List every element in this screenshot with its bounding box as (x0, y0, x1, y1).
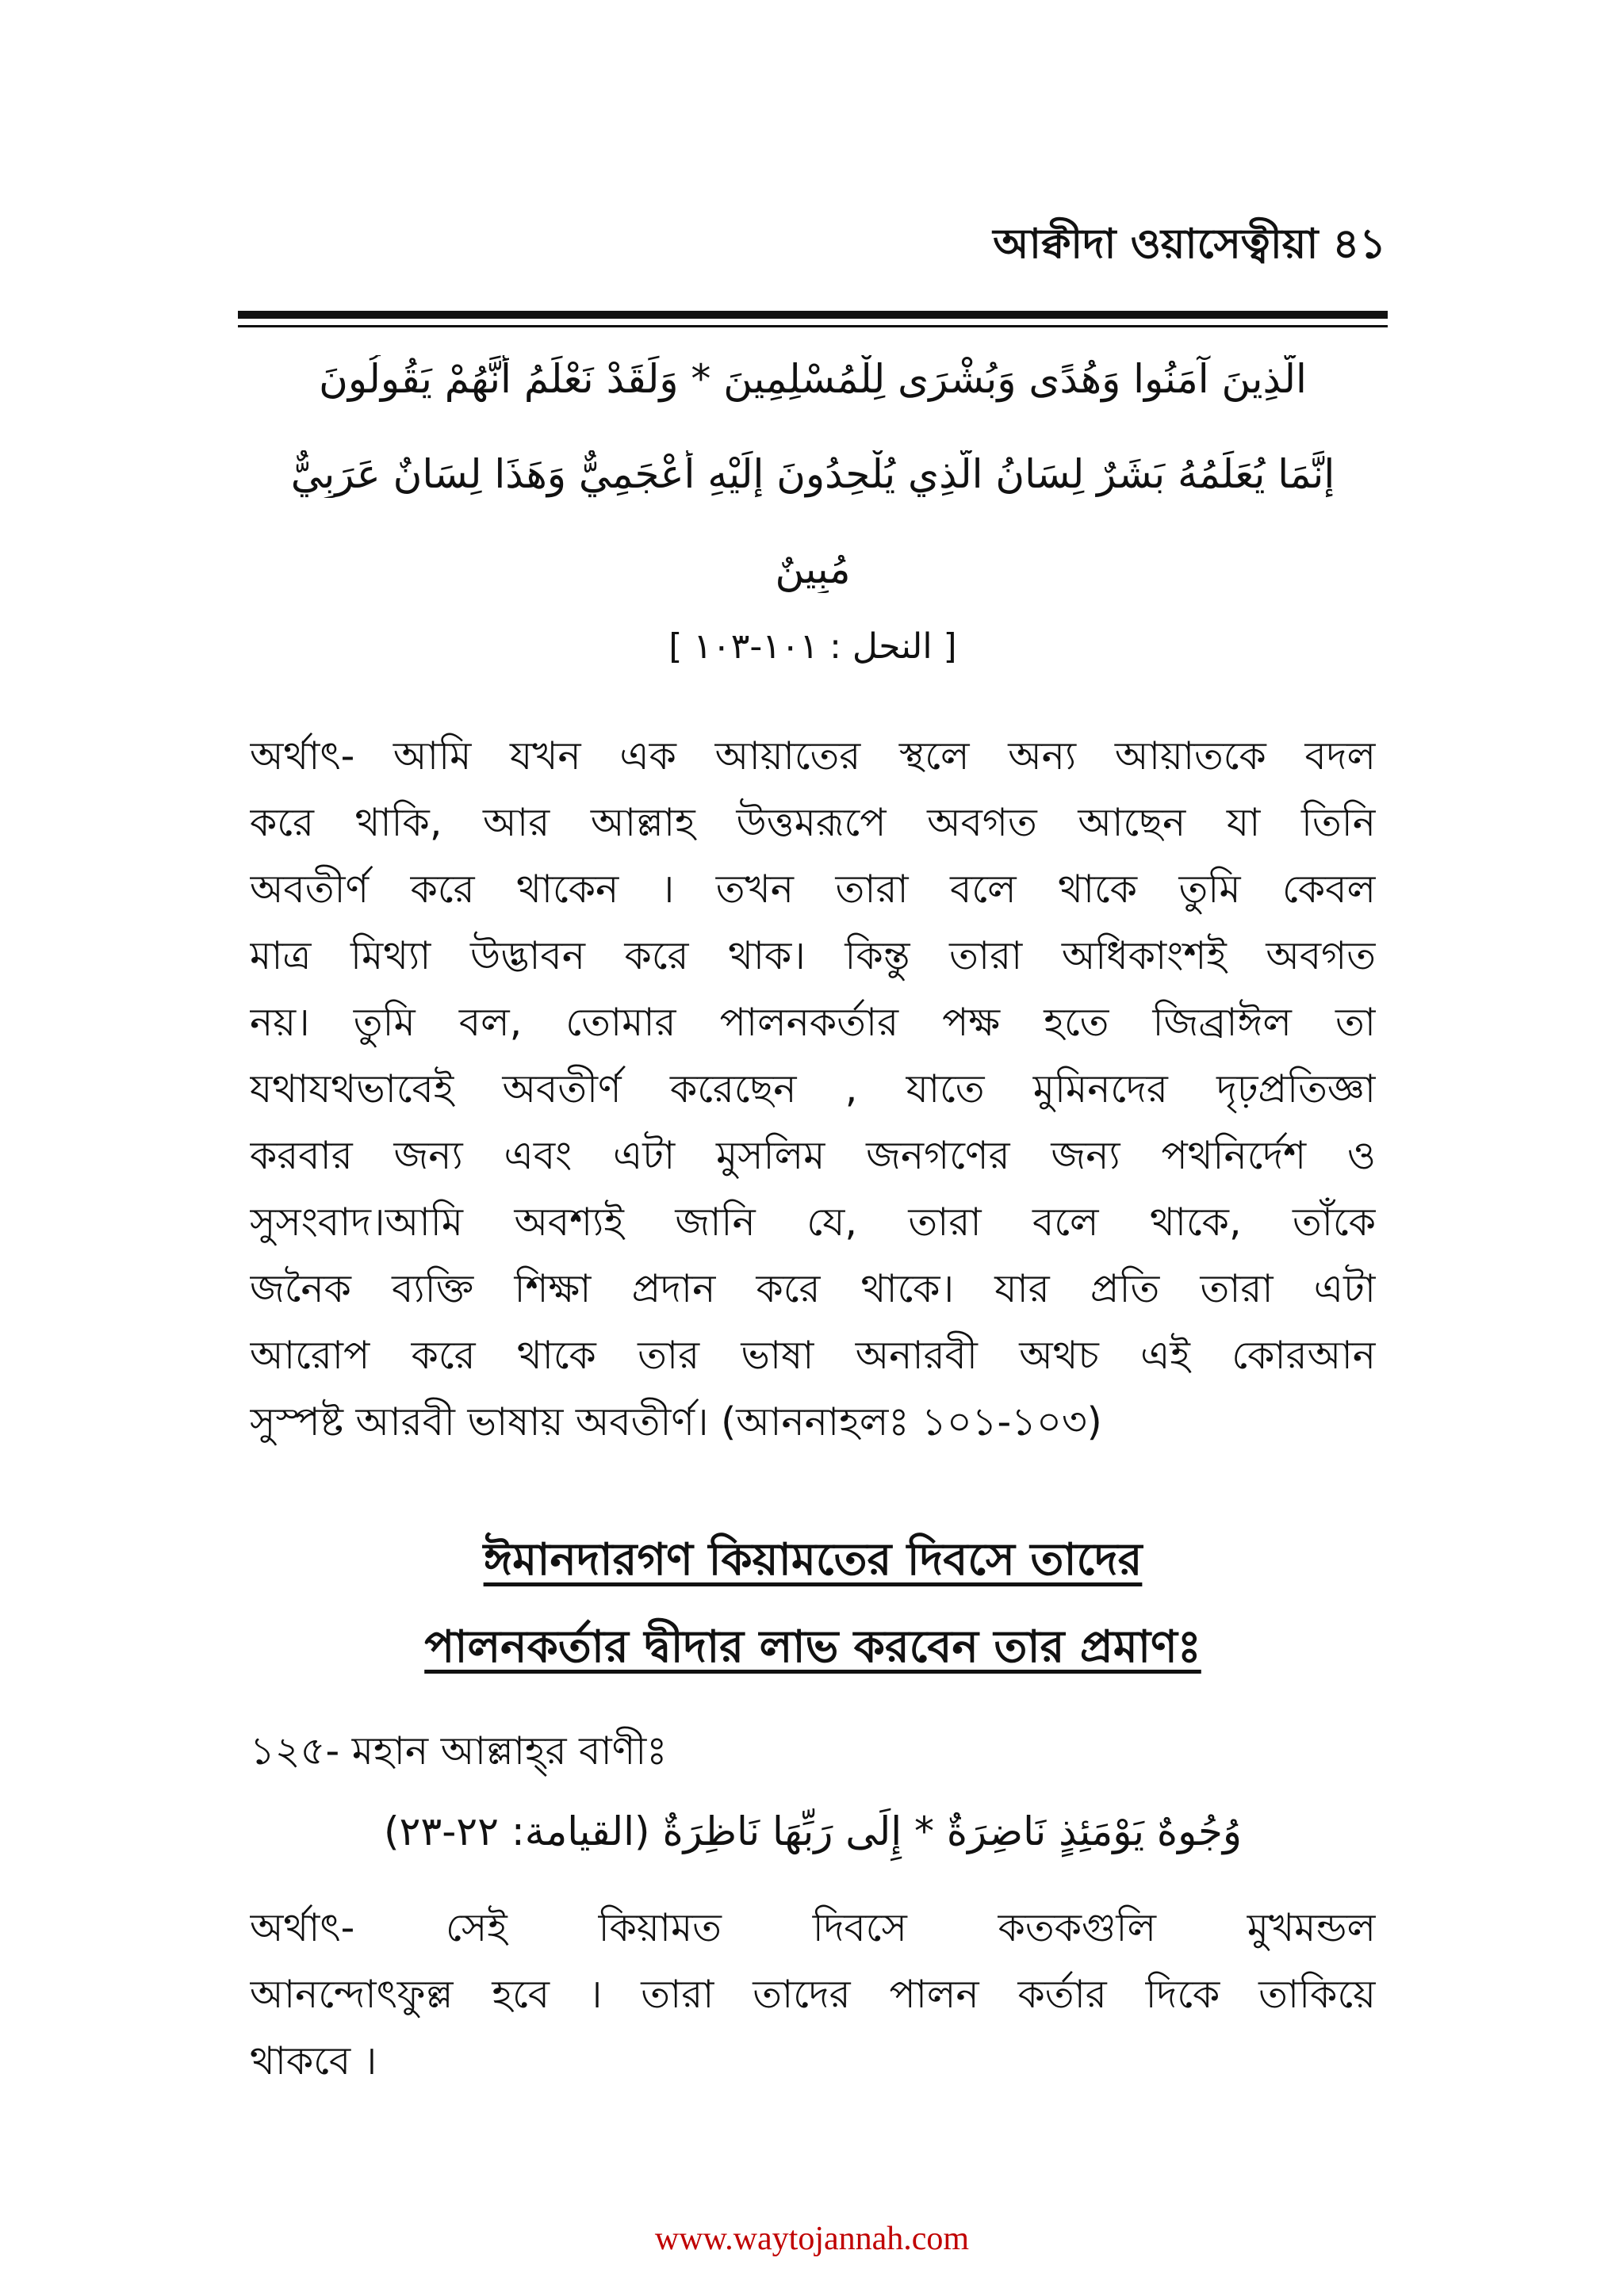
arabic-verse-line: إِنَّمَا يُعَلِّمُهُ بَشَرٌ لِسَانُ الَّذِي يُلْحِدُونَ إِلَيْهِ أَعْجَمِيٌّ وَهَذَا لِسَانٌ عَرَبِيٌّ (290, 451, 1335, 497)
section-heading-line-2 (238, 1621, 1388, 1674)
translation-line: অর্থাৎ- সেই কিয়ামত দিবসে কতকগুলি মুখমন্ডল (250, 1905, 1376, 1950)
translation-line: মাত্র মিথ্যা উদ্ভাবন করে থাক। কিন্তু তারা অধিকাংশই অবগত (250, 933, 1376, 978)
translation-line: থাকবে । (250, 2038, 377, 2084)
page-header-title: আক্বীদা ওয়াসেত্বীয়া ৪১ (993, 220, 1386, 268)
translation-paragraph-2 (250, 1895, 1376, 2095)
section-heading-line-1 (238, 1533, 1388, 1586)
translation-line: অর্থাৎ- আমি যখন এক আয়াতের স্থলে অন্য আয়াতকে বদল (250, 733, 1376, 779)
translation-line: জনৈক ব্যক্তি শিক্ষা প্রদান করে থাকে। যার প্রতি তারা এটা (250, 1266, 1376, 1311)
translation-line: আরোপ করে থাকে তার ভাষা অনারবী অথচ এই কোরআন (250, 1333, 1376, 1378)
arabic-verse-reference: [ النحل : ١٠١-١٠٣ ] (668, 626, 957, 667)
section-heading-text: ঈমানদারগণ কিয়ামতের দিবসে তাদের (483, 1534, 1143, 1586)
header-rule-thick (238, 311, 1388, 319)
footer-url-link[interactable]: www.waytojannah.com (654, 2221, 970, 2257)
arabic-verse-line: مُبِينٌ (775, 546, 851, 592)
translation-line: সুসংবাদ।আমি অবশ্যই জানি যে, তারা বলে থাকে, তাঁকে (250, 1200, 1376, 1245)
arabic-verse-line: الَّذِينَ آمَنُوا وَهُدًى وَبُشْرَى لِلْمُسْلِمِينَ * وَلَقَدْ نَعْلَمُ أَنَّهُمْ يَقُولُونَ (319, 356, 1307, 402)
translation-line: করে থাকি, আর আল্লাহ উত্তমরূপে অবগত আছেন যা তিনি (250, 800, 1376, 845)
translation-line: অবতীর্ণ করে থাকেন । তখন তারা বলে থাকে তুমি কেবল (250, 867, 1376, 912)
translation-line: যথাযথভাবেই অবতীর্ণ করেছেন , যাতে মুমিনদের দৃঢ়প্রতিজ্ঞা (250, 1066, 1376, 1112)
section-heading-text: পালনকর্তার দ্বীদার লাভ করবেন তার প্রমাণঃ (424, 1621, 1201, 1673)
header-rule-thin (238, 325, 1388, 327)
translation-line: সুস্পষ্ট আরবী ভাষায় অবতীর্ণ। (আননাহলঃ ১০১-১০৩) (250, 1399, 1102, 1445)
translation-line: আনন্দোৎফুল্ল হবে । তারা তাদের পালন কর্তার দিকে তাকিয়ে (250, 1972, 1376, 2017)
translation-line: করবার জন্য এবং এটা মুসলিম জনগণের জন্য পথনির্দেশ ও (250, 1133, 1376, 1178)
arabic-verse-qiyamah: وُجُوهٌ يَوْمَئِذٍ نَاضِرَةٌ * إِلَى رَبِّهَا نَاظِرَةٌ (القيامة: ٢٢-٢٣) (383, 1808, 1243, 1854)
translation-paragraph (250, 723, 1376, 1456)
translation-line: নয়। তুমি বল, তোমার পালনকর্তার পক্ষ হতে জিব্রাঈল তা (250, 1000, 1376, 1045)
hadith-label: ১২৫- মহান আল্লাহ্‌র বাণীঃ (250, 1728, 668, 1774)
